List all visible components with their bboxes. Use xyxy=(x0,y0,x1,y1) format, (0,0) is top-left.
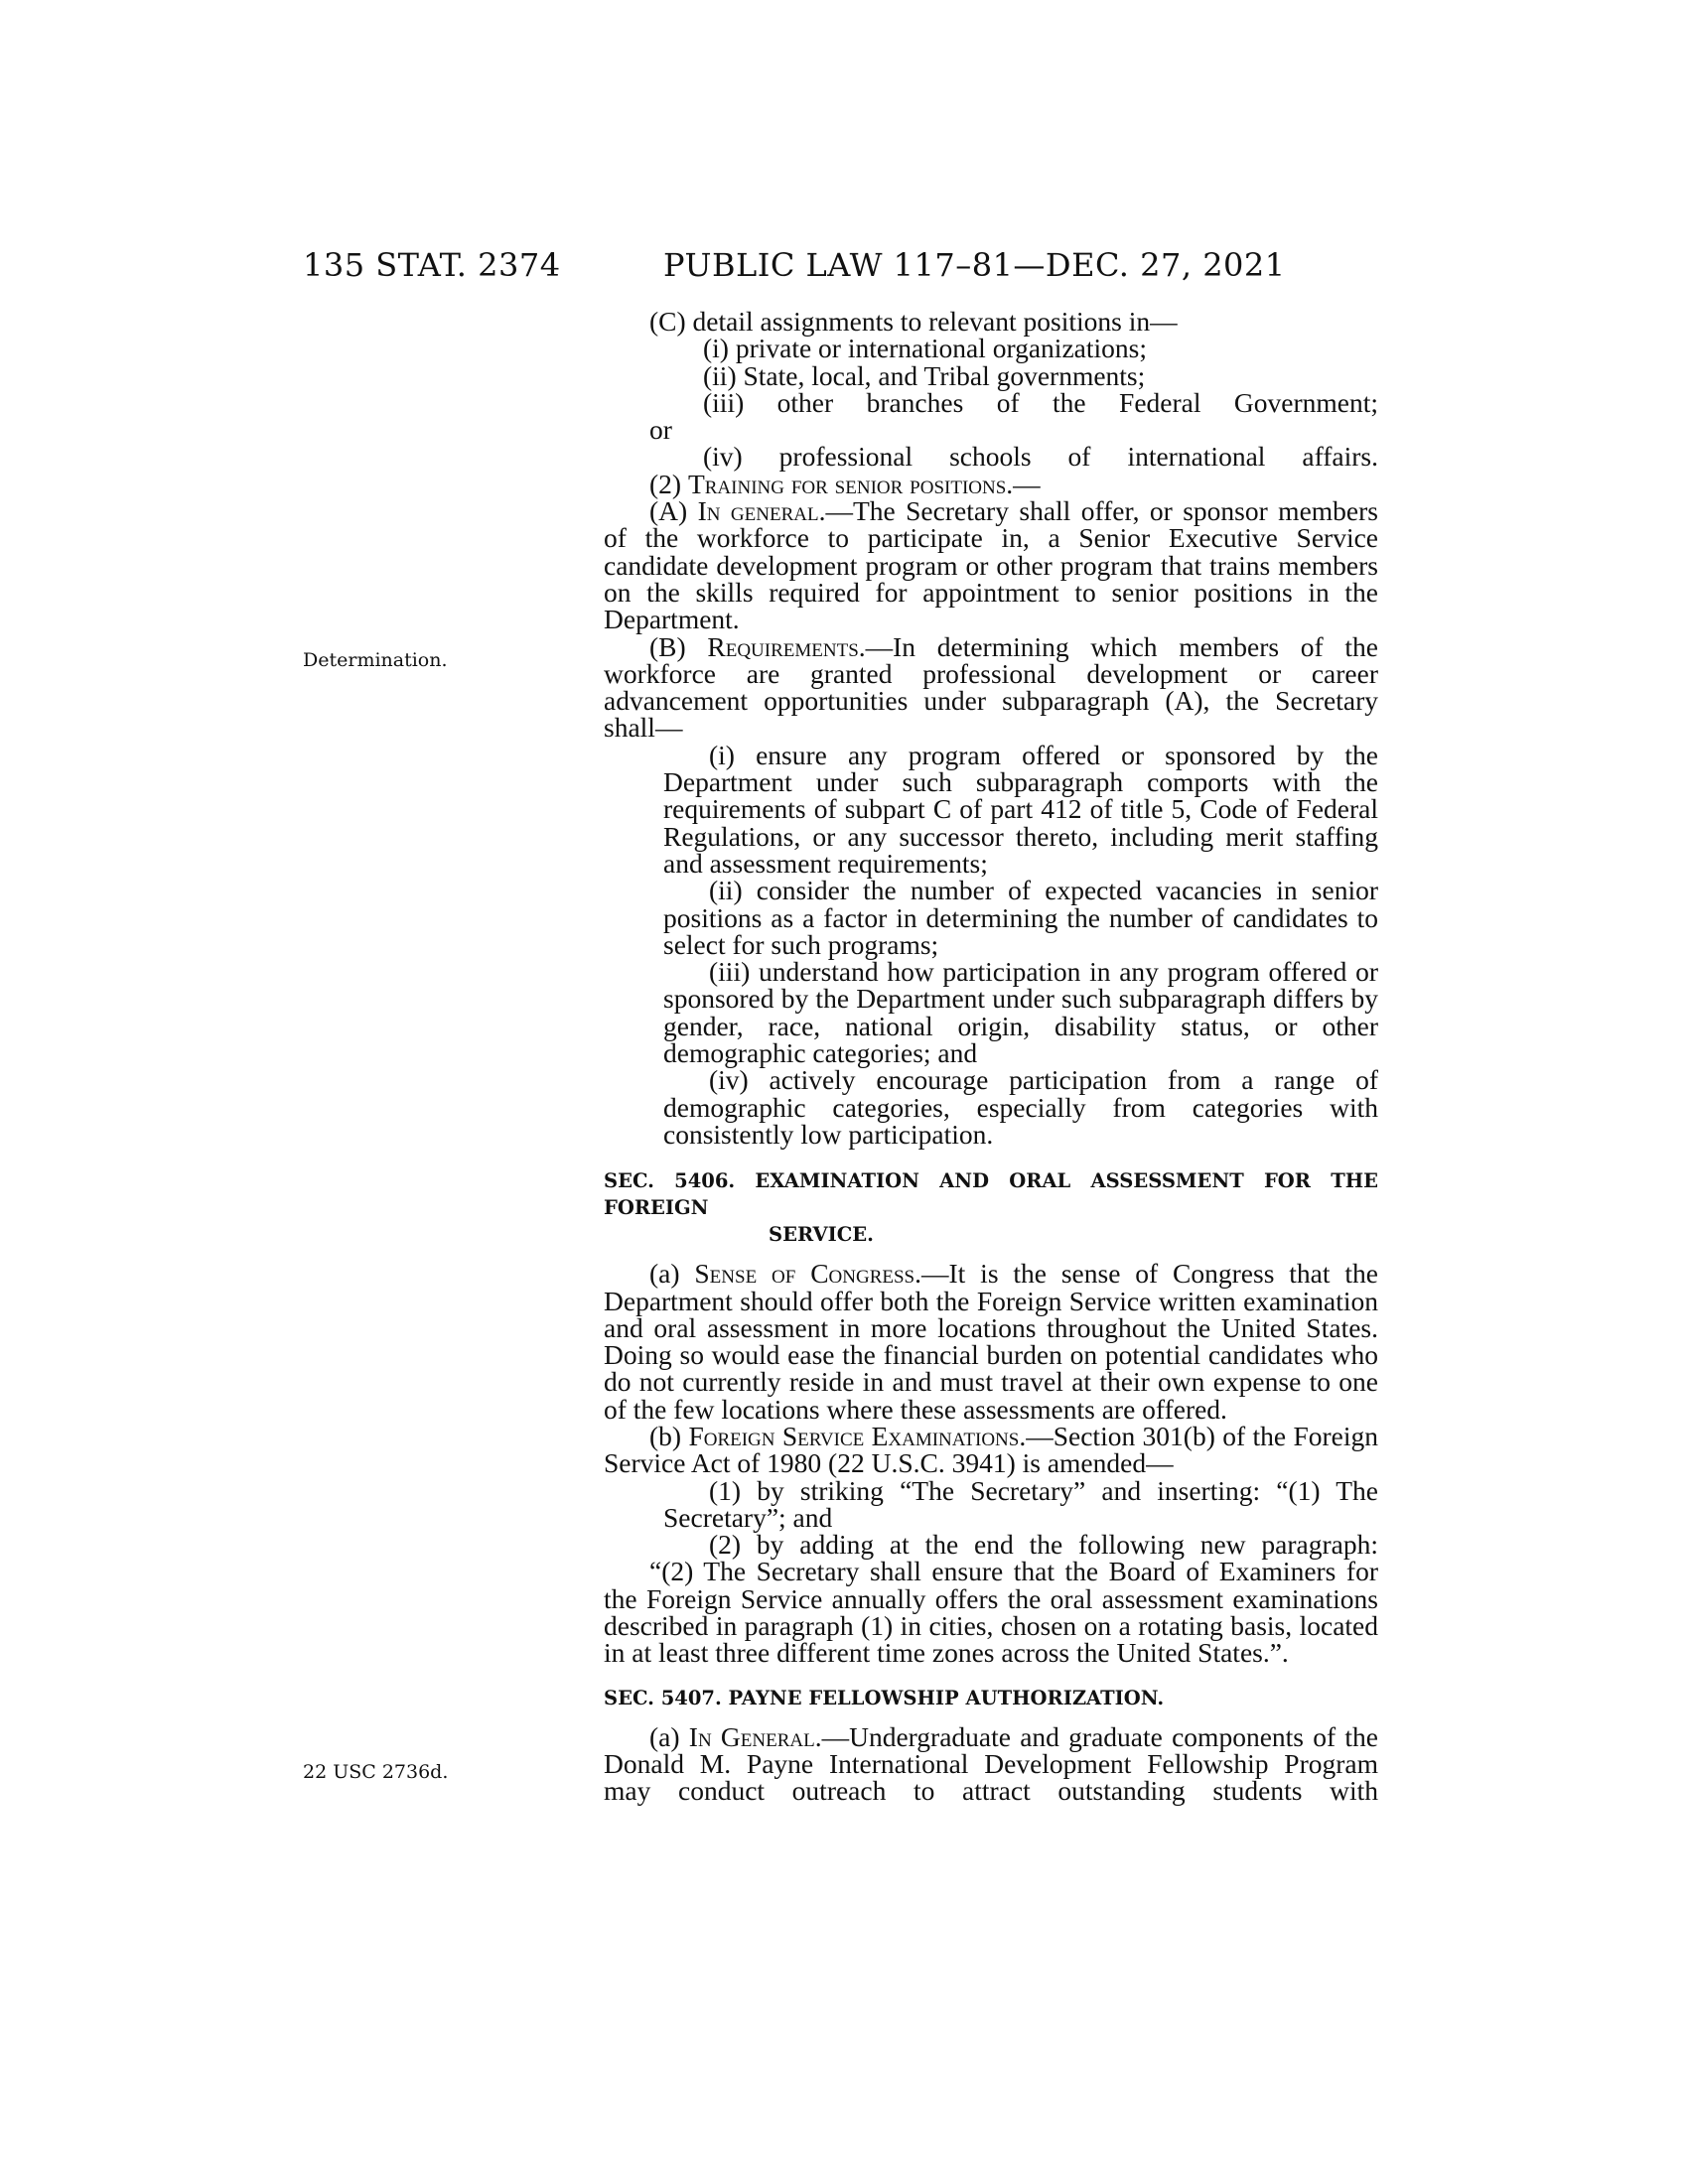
subparagraph-b-heading: Requirements xyxy=(707,630,859,662)
section-5407-heading: SEC. 5407. PAYNE FELLOWSHIP AUTHORIZATION. xyxy=(604,1686,1165,1709)
paragraph-2-number: (2) xyxy=(649,468,688,499)
subparagraph-a-text: .—The Secretary shall offer, or sponsor members of the workforce to participate in, a Senior Executive Service candidate development program or other program that trains members on the skills required for appointment to senior positions in the Department. xyxy=(604,495,1378,635)
clause-c-i: (i) private or international organizations; xyxy=(703,333,1147,364)
clause-b-iii: (iii) understand how participation in any program offered or sponsored by the Department under such subparagraph differs by gender, race, national origin, disability status, or other demographic categories; and xyxy=(663,956,1378,1069)
page-running-title: PUBLIC LAW 117–81—DEC. 27, 2021 xyxy=(663,246,1286,284)
subparagraph-a-heading: In general xyxy=(697,495,819,527)
clause-c: (C) detail assignments to relevant positions in— xyxy=(649,306,1178,337)
section-5406-b-number: (b) xyxy=(649,1420,689,1451)
section-5406-heading-line2: SERVICE. xyxy=(769,1223,874,1247)
section-5406-b-1: (1) by striking “The Secretary” and inserting: “(1) The Secretary”; and xyxy=(663,1474,1378,1533)
clause-b-iv: (iv) actively encourage participation from a range of demographic categories, especially from categories with consistently low participation. xyxy=(663,1064,1378,1150)
clause-c-iii: (iii) other branches of the Federal Government; xyxy=(703,386,1378,418)
paragraph-2-heading: Training for senior positions xyxy=(687,468,1007,499)
section-5406-a-heading: Sense of Congress xyxy=(694,1258,915,1290)
document-body xyxy=(604,308,1378,1805)
clause-b-ii: (ii) consider the number of expected vacancies in senior positions as a factor in determining the number of candidates to select for such programs; xyxy=(663,875,1378,960)
page-stat-reference: 135 STAT. 2374 xyxy=(303,246,561,284)
paragraph-2-dash: .— xyxy=(1006,468,1041,499)
subparagraph-b-text: .—In determining which members of the workforce are granted professional development or career advancement opportunities under subparagraph (A), the Secretary shall— xyxy=(604,630,1378,744)
section-5406-b-2: (2) by adding at the end the following new paragraph: xyxy=(709,1529,1378,1561)
section-5406-quoted-paragraph: “(2) The Secretary shall ensure that the Board of Examiners for the Foreign Service annually offers the oral assessment examinations described in paragraph (1) in cities, chosen on a rotating basis, located in at least three different time zones across the United States.”. xyxy=(604,1556,1378,1669)
section-5406-b-text: .—Section 301(b) of the Foreign Service Act of 1980 (22 U.S.C. 3941) is amended— xyxy=(604,1420,1379,1479)
subparagraph-a xyxy=(604,495,1378,635)
section-5406-a-text: .—It is the sense of Congress that the Department should offer both the Foreign Service written examination and oral assessment in more locations throughout the United States. Doing so would ease the financial burden on potential candidates who do not currently reside in and must travel at their own expense to one of the few locations where these assessments are offered. xyxy=(604,1258,1378,1425)
section-5407-a-text: .—Undergraduate and graduate components of the Donald M. Payne International Development Fellowship Program may conduct outreach to attract outstanding students with xyxy=(604,1720,1378,1807)
section-5406-a-number: (a) xyxy=(649,1258,695,1290)
clause-c-iv: (iv) professional schools of international affairs. xyxy=(703,441,1378,473)
paragraph-2 xyxy=(604,468,1378,499)
subparagraph-b xyxy=(604,630,1378,744)
section-5407-a xyxy=(604,1720,1378,1807)
section-5406-b-heading: Foreign Service Examinations xyxy=(688,1420,1020,1451)
subparagraph-b-number: (B) xyxy=(649,630,708,662)
clause-c-or: or xyxy=(649,414,672,446)
margin-note-determination: Determination. xyxy=(303,649,448,671)
section-5407-a-number: (a) xyxy=(649,1720,689,1752)
section-5406-b xyxy=(604,1420,1379,1479)
subparagraph-a-number: (A) xyxy=(649,495,698,527)
section-5407-a-heading: In General xyxy=(688,1720,815,1752)
clause-c-ii: (ii) State, local, and Tribal governments; xyxy=(703,359,1146,391)
clause-b-i: (i) ensure any program offered or sponsored by the Department under such subparagraph comports with the requirements of subpart C of part 412 of title 5, Code of Federal Regulations, or any successor thereto, including merit staffing and assessment requirements; xyxy=(663,739,1378,879)
section-5406-heading xyxy=(604,1167,1378,1248)
section-5406-heading-line1: SEC. 5406. EXAMINATION AND ORAL ASSESSMENT FOR THE FOREIGN xyxy=(604,1169,1378,1220)
section-5406-a xyxy=(604,1260,1378,1423)
margin-note-usc: 22 USC 2736d. xyxy=(303,1761,449,1783)
